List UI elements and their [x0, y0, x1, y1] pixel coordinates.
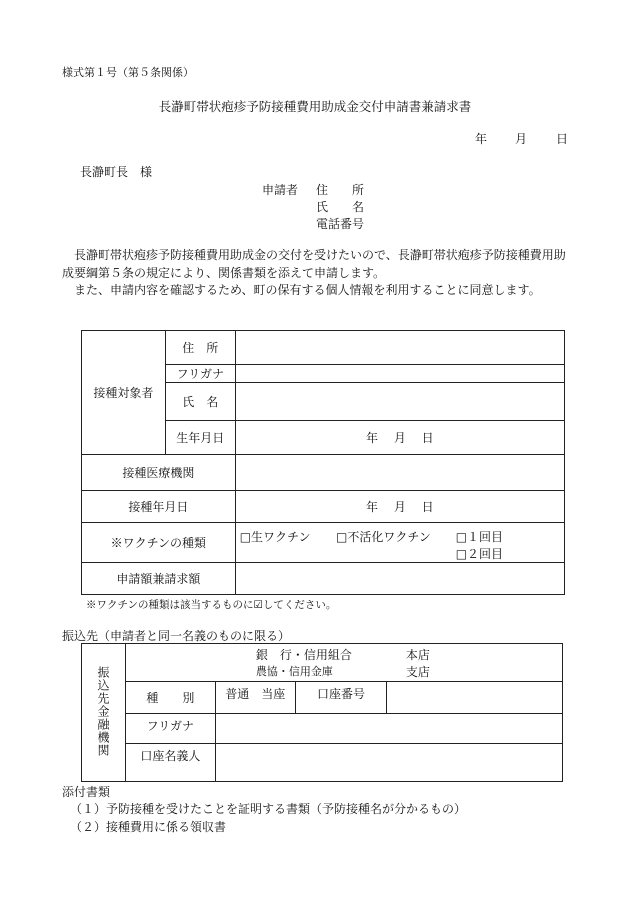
vaccine-inactivated-checkbox[interactable]: □不活化ワクチン: [332, 523, 452, 563]
page-title: 長瀞町帯状疱疹予防接種費用助成金交付申請書兼請求書: [158, 99, 472, 114]
birthdate-field[interactable]: 年 月 日: [235, 421, 564, 455]
dose-2-checkbox[interactable]: □２回目: [455, 547, 504, 561]
date-year: 年: [475, 132, 488, 146]
furigana-field[interactable]: [235, 365, 564, 383]
attachment-item: （１）予防接種を受けたことを証明する書類（予防接種名が分かるもの）: [70, 802, 467, 816]
account-number-label: 口座番号: [295, 682, 387, 714]
address-label: 住 所: [165, 331, 235, 365]
applicant-name-label: 氏 名: [316, 200, 365, 214]
bank-name-field[interactable]: [125, 644, 562, 682]
institution-field[interactable]: [235, 455, 564, 491]
bank-type-line1: 銀 行・信用組合: [255, 648, 352, 662]
date-day: 日: [556, 132, 569, 146]
bank-furigana-label: フリガナ: [125, 714, 215, 744]
dose-1-checkbox[interactable]: □１回目: [455, 530, 504, 544]
target-person-label: 接種対象者: [82, 331, 166, 455]
applicant-phone-label: 電話番号: [316, 217, 365, 231]
bank-table: [81, 643, 563, 782]
applicant-address-label: 住 所: [316, 183, 365, 197]
vaccine-note: ※ワクチンの種類は該当するものに☑してください。: [86, 599, 337, 611]
addressee: 長瀞町長 様: [80, 165, 153, 179]
bank-heading: 振込先（申請者と同一名義のものに限る）: [62, 629, 291, 643]
address-field[interactable]: [235, 331, 564, 365]
bank-side-label: [82, 644, 126, 782]
declaration-paragraph: 長瀞町帯状疱疹予防接種費用助成金の交付を受けたいので、長瀞町帯状疱疹予防接種費用助成要綱第５条の規定により、関係書類を添えて申請します。: [62, 248, 566, 280]
attachment-item: （２）接種費用に係る領収書: [70, 820, 227, 834]
account-holder-field[interactable]: [215, 744, 562, 782]
bank-furigana-field[interactable]: [215, 714, 562, 744]
consent-paragraph: また、申請内容を確認するため、町の保有する個人情報を利用することに同意します。: [62, 283, 541, 297]
bank-type-line2: 農協・信用金庫: [255, 665, 333, 678]
amount-label: 申請額兼請求額: [82, 563, 236, 595]
furigana-label: フリガナ: [165, 365, 235, 383]
account-holder-label: 口座名義人: [125, 744, 215, 782]
name-label: 氏 名: [165, 383, 235, 421]
vaccination-date-label: 接種年月日: [82, 491, 236, 523]
attachments-heading: 添付書類: [62, 785, 111, 799]
name-field[interactable]: [235, 383, 564, 421]
vaccine-type-label: ※ワクチンの種類: [82, 523, 236, 563]
birthdate-label: 生年月日: [165, 421, 235, 455]
form-number: 様式第１号（第５条関係）: [62, 66, 194, 79]
date-month: 月: [515, 132, 528, 146]
applicant-label: 申請者: [262, 183, 299, 197]
branch-main-label: 本店: [405, 648, 430, 662]
vaccination-date-field[interactable]: 年 月 日: [235, 491, 564, 523]
institution-label: 接種医療機関: [82, 455, 236, 491]
dose-options: [452, 523, 565, 563]
account-number-field[interactable]: [387, 682, 563, 714]
vaccination-table: [81, 330, 565, 595]
vaccine-live-checkbox[interactable]: □生ワクチン: [235, 523, 332, 563]
account-type-options[interactable]: 普通 当座: [215, 682, 295, 714]
amount-field[interactable]: [235, 563, 564, 595]
bank-side-text: 振込先金融機関: [95, 665, 110, 757]
account-type-label: 種 別: [125, 682, 215, 714]
branch-label: 支店: [405, 665, 430, 679]
